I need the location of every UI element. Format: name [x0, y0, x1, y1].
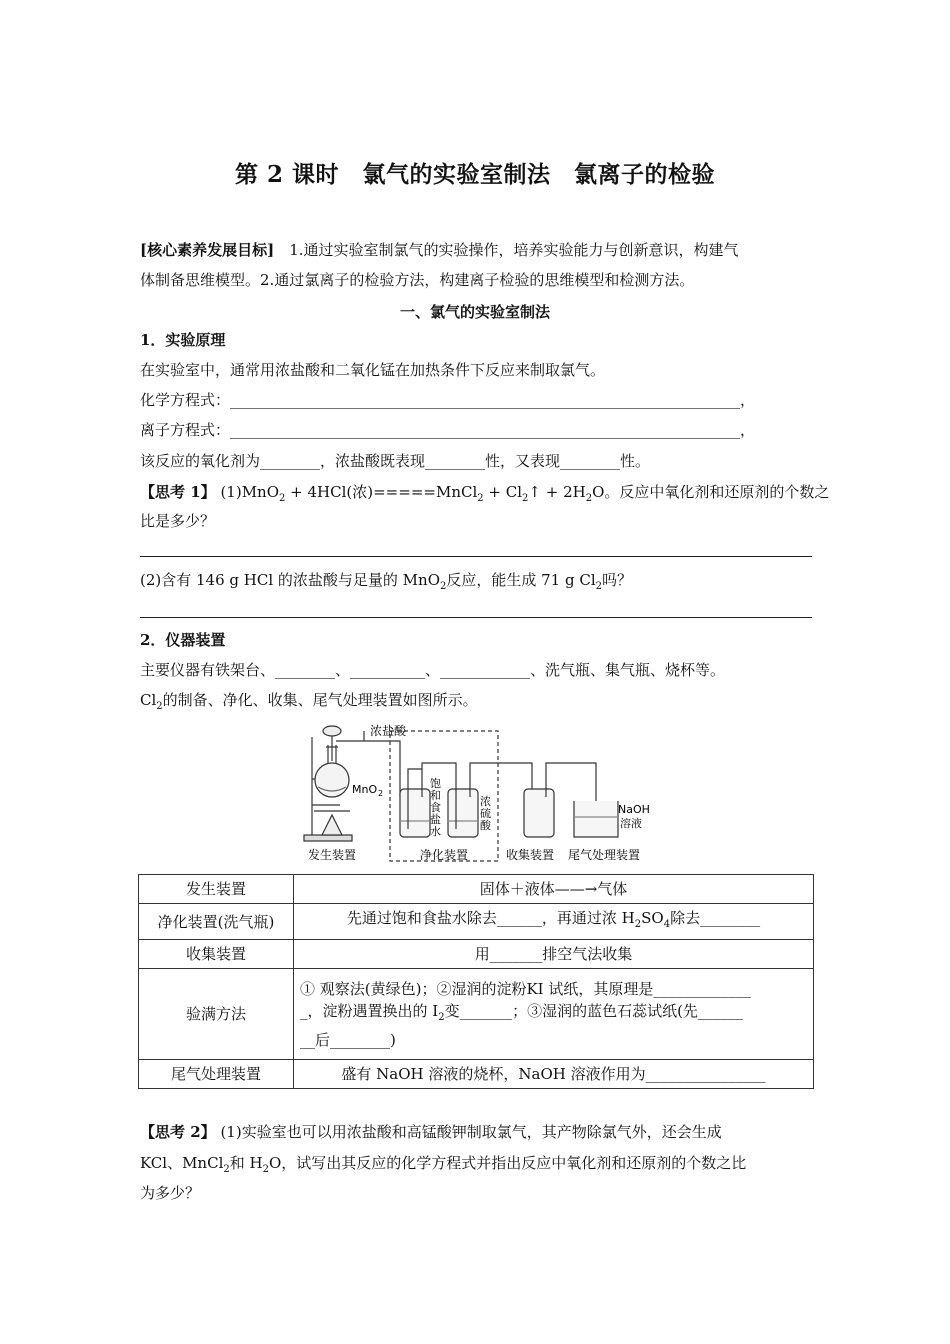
- label-purification: 净化装置: [420, 848, 469, 862]
- goals-line1: [核心素养发展目标] 1.通过实验室制氯气的实验操作，培养实验能力与创新意识，构建气: [140, 241, 739, 259]
- goals-line2: 体制备思维模型。2.通过氯离子的检验方法，构建离子检验的思维模型和检测方法。: [140, 271, 695, 289]
- section1-title: 一、氯气的实验室制法: [399, 303, 550, 321]
- apparatus-cl2: $Cl_2$的制备、净化、收集、尾气处理装置如图所示。: [140, 691, 478, 712]
- wash-bottle-1: [400, 789, 430, 837]
- label-collection: 收集装置: [506, 848, 555, 862]
- think2-line1: 【思考 2】 (1)实验室也可以用浓盐酸和高锰酸钾制取氯气，其产物除氯气外，还会生成: [140, 1123, 722, 1141]
- table-row: 验满方法 ① 观察法(黄绿色)；②湿润的淀粉KI 试纸，其原理是_____________ _，淀粉遇置换出的 $I_2$变_______；③湿润的蓝色石蕊试纸(先______ __后________): [139, 969, 814, 1060]
- beaker: [574, 801, 618, 837]
- table-row: 发生装置 固体＋液体——→气体: [139, 875, 814, 904]
- answer-line-2[interactable]: [140, 617, 812, 618]
- svg-text:酸: 酸: [480, 819, 491, 832]
- think1-q1-line2: 比是多少？: [140, 512, 216, 530]
- think1-q2: (2)含有 146 g HCl 的浓盐酸与足量的 MnO$_2$反应，能生成 71 g $Cl_2$吗？: [140, 571, 633, 592]
- svg-text:水: 水: [430, 825, 441, 838]
- svg-text:食: 食: [430, 801, 441, 814]
- think1-label: 【思考 1】: [140, 483, 216, 501]
- oxidizer-question: 该反应的氧化剂为________，浓盐酸既表现________性，又表现________性。: [140, 452, 651, 470]
- table-row: 净化装置(洗气瓶) 先通过饱和食盐水除去______，再通过浓 $H_2SO_4$除去________: [139, 904, 814, 940]
- svg-text:NaOH: NaOH: [618, 803, 650, 816]
- svg-text:和: 和: [430, 789, 441, 802]
- svg-text:饱: 饱: [430, 777, 441, 790]
- page-title: 第 2 课时 氯气的实验室制法 氯离子的检验: [234, 161, 716, 188]
- svg-text:硫: 硫: [480, 807, 491, 820]
- stand-base: [304, 835, 352, 841]
- apparatus-heading: 2．仪器装置: [140, 631, 226, 649]
- round-flask: [315, 763, 349, 797]
- principle-heading: 1．实验原理: [140, 331, 226, 349]
- table-row: 尾气处理装置 盛有 NaOH 溶液的烧杯，NaOH 溶液作用为________________: [139, 1060, 814, 1089]
- ion-equation-blank[interactable]: 离子方程式：____________________________________________________________________，: [140, 421, 756, 439]
- collection-bottle: [524, 789, 554, 837]
- chem-equation-blank[interactable]: 化学方程式：____________________________________________________________________，: [140, 391, 756, 409]
- svg-text:盐: 盐: [430, 813, 441, 826]
- apparatus-figure: [300, 717, 660, 867]
- svg-text:2: 2: [378, 789, 384, 798]
- think2-line3: 为多少？: [140, 1184, 201, 1202]
- goals-label: [核心素养发展目标]: [140, 241, 275, 259]
- principle-intro: 在实验室中，通常用浓盐酸和二氧化锰在加热条件下反应来制取氯气。: [140, 361, 606, 379]
- alcohol-lamp: [322, 815, 342, 835]
- separatory-funnel: [323, 726, 341, 736]
- apparatus-table: [138, 874, 814, 1089]
- think1-q1: 【思考 1】 (1)MnO$_2$ + 4HCl(浓)=====MnCl$_2$ + $Cl_2↑ + 2H_2O$。反应中氧化剂和还原剂的个数之: [140, 483, 830, 504]
- answer-line-1[interactable]: [140, 556, 812, 557]
- label-generation: 发生装置: [308, 848, 357, 862]
- table-row: 收集装置 用_______排空气法收集: [139, 940, 814, 969]
- wash-bottle-2: [448, 789, 478, 837]
- label-tail-gas: 尾气处理装置: [568, 848, 641, 862]
- svg-text:浓: 浓: [480, 795, 491, 808]
- think2-line2: KCl、MnCl$_2$和 $H_2O$，试写出其反应的化学方程式并指出反应中氧化剂和还原剂的个数之比: [140, 1154, 747, 1175]
- apparatus-main: 主要仪器有铁架台、________、__________、____________、洗气瓶、集气瓶、烧杯等。: [140, 661, 726, 679]
- mno2-label: MnO: [352, 783, 378, 796]
- hcl-label: 浓盐酸: [370, 724, 407, 738]
- svg-text:溶液: 溶液: [620, 817, 642, 830]
- think2-label: 【思考 2】: [140, 1123, 216, 1141]
